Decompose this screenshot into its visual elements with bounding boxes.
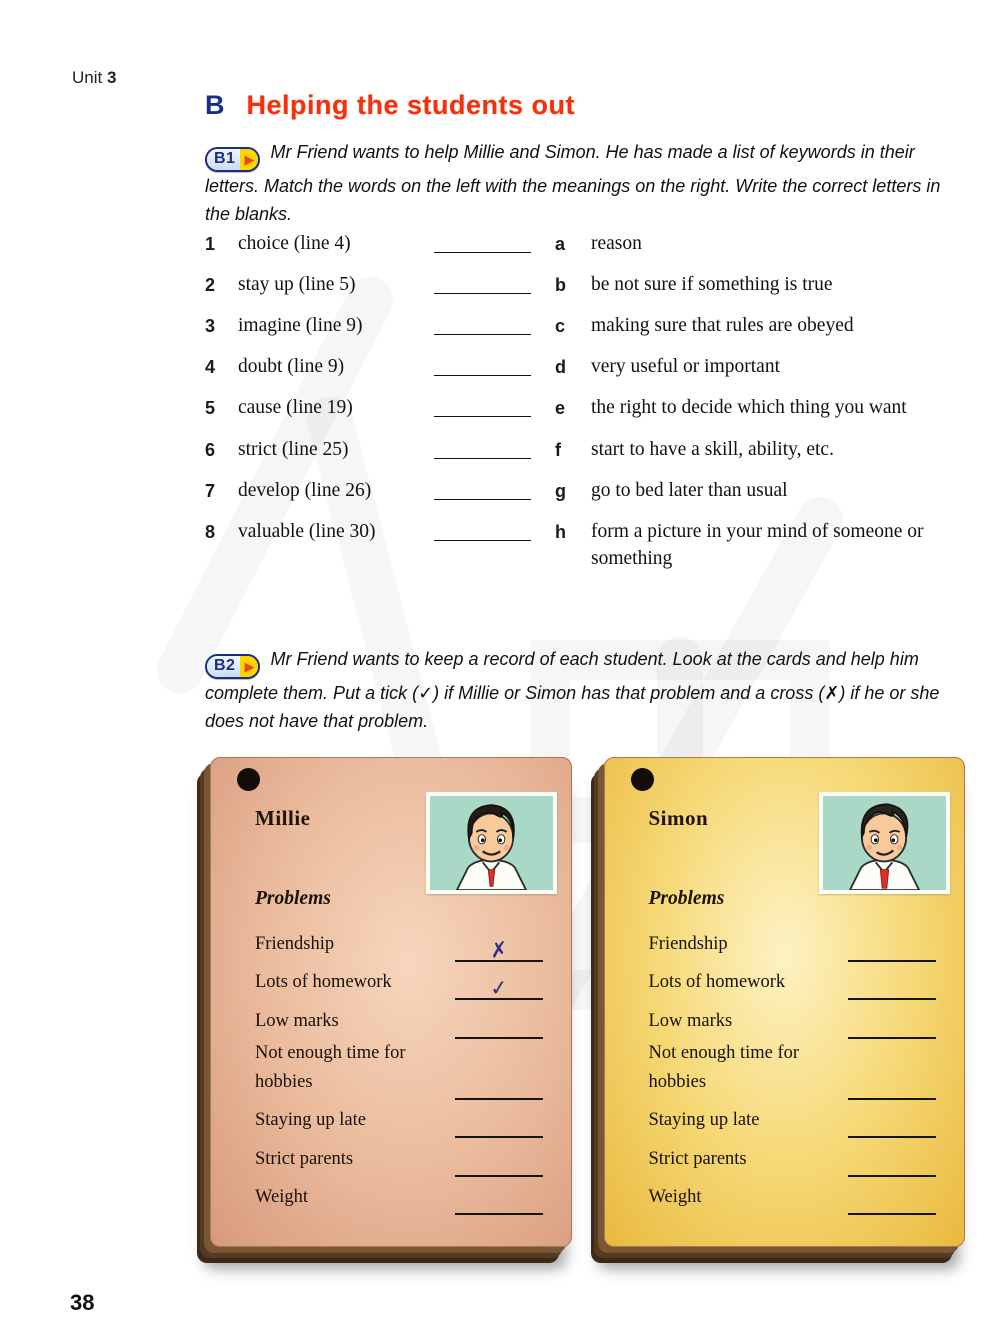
match-word: choice (line 4) <box>238 233 351 254</box>
problem-row <box>255 1039 543 1100</box>
problem-label: Staying up late <box>648 1110 760 1130</box>
b1-badge <box>205 147 260 172</box>
play-arrow-icon: ▶ <box>240 149 258 170</box>
problem-label: Lots of homework <box>255 972 392 992</box>
cross-mark: ✗ <box>488 936 509 963</box>
b2-instructions-block <box>205 645 967 735</box>
problem-row <box>255 962 543 1001</box>
problem-row <box>255 1177 543 1216</box>
match-row-3 <box>205 312 965 340</box>
page-title: Helping the students out <box>246 90 575 120</box>
match-letter: d <box>555 357 566 377</box>
problem-label: Not enough time for hobbies <box>255 1042 406 1092</box>
problem-row <box>649 1138 937 1177</box>
millie-card <box>210 757 572 1247</box>
unit-label <box>72 68 116 88</box>
millie-photo <box>426 792 557 894</box>
match-letter: b <box>555 275 566 295</box>
match-row-4 <box>205 353 965 381</box>
problem-label: Strict parents <box>648 1148 747 1169</box>
problem-row <box>649 1039 937 1100</box>
student-name: Simon <box>648 806 709 830</box>
problem-label: Low marks <box>255 1010 339 1031</box>
b2-instructions-text: Mr Friend wants to keep a record of each student. Look at the cards and help him complete them. Put a tick (✓) if Millie or Simon has that problem and a cross (✗) if he or she does not have that problem. <box>205 649 940 731</box>
page-number: 38 <box>70 1290 95 1315</box>
match-letter: g <box>555 481 566 501</box>
match-meaning: the right to decide which thing you want <box>591 397 907 418</box>
play-arrow-icon: ▶ <box>240 656 258 677</box>
student-portrait-icon <box>823 796 946 890</box>
b1-badge-label: B1 <box>207 149 240 170</box>
match-word: strict (line 25) <box>238 439 349 460</box>
match-number: 4 <box>205 357 216 377</box>
match-row-8 <box>205 518 965 572</box>
answer-blank-7[interactable] <box>434 477 531 500</box>
simon-weight-blank[interactable] <box>848 1189 936 1215</box>
simon-friendship-blank[interactable] <box>848 936 936 962</box>
match-letter: e <box>555 398 566 418</box>
section-letter: B <box>205 90 225 120</box>
match-meaning: be not sure if something is true <box>591 274 833 295</box>
millie-lowmarks-blank[interactable] <box>455 1013 543 1039</box>
match-word: imagine (line 9) <box>238 315 363 336</box>
problem-row <box>255 1100 543 1139</box>
problem-row <box>255 1000 543 1039</box>
problem-label: Lots of homework <box>648 972 786 992</box>
student-cards <box>210 757 965 1247</box>
millie-hobbies-blank[interactable] <box>455 1074 543 1100</box>
match-word: develop (line 26) <box>238 480 372 501</box>
match-meaning: making sure that rules are obeyed <box>591 315 854 336</box>
match-meaning: go to bed later than usual <box>591 480 788 501</box>
simon-strictparents-blank[interactable] <box>848 1151 936 1177</box>
answer-blank-6[interactable] <box>434 436 531 459</box>
hole-punch-icon <box>631 768 654 791</box>
match-row-7 <box>205 477 965 505</box>
match-number: 5 <box>205 398 216 418</box>
tick-mark: ✓ <box>488 975 509 1001</box>
problem-row <box>649 923 937 962</box>
problem-row <box>255 923 543 962</box>
match-number: 3 <box>205 316 216 336</box>
simon-stayinguplate-blank[interactable] <box>848 1112 936 1138</box>
problems-heading: Problems <box>648 888 725 909</box>
problem-row <box>649 962 937 1001</box>
millie-stayinguplate-blank[interactable] <box>455 1112 543 1138</box>
answer-blank-8[interactable] <box>434 518 531 541</box>
match-row-2 <box>205 271 965 299</box>
b2-badge <box>205 654 260 679</box>
simon-homework-blank[interactable] <box>848 974 936 1000</box>
millie-problem-rows <box>255 923 543 1215</box>
match-number: 6 <box>205 440 216 460</box>
problem-label: Friendship <box>255 933 335 954</box>
simon-card <box>604 757 966 1247</box>
match-letter: f <box>555 440 561 460</box>
match-meaning: form a picture in your mind of someone or something <box>591 521 924 569</box>
b1-instructions-block <box>205 138 967 228</box>
answer-blank-5[interactable] <box>434 394 531 417</box>
millie-strictparents-blank[interactable] <box>455 1151 543 1177</box>
match-row-6 <box>205 436 965 464</box>
match-number: 8 <box>205 522 216 542</box>
answer-blank-4[interactable] <box>434 353 531 376</box>
student-name: Millie <box>255 806 311 830</box>
simon-photo <box>819 792 950 894</box>
match-number: 2 <box>205 275 216 295</box>
match-number: 1 <box>205 234 216 254</box>
problem-label: Weight <box>255 1187 308 1207</box>
problem-label: Low marks <box>648 1010 733 1031</box>
match-letter: h <box>555 522 566 542</box>
problem-row <box>649 1000 937 1039</box>
match-meaning: very useful or important <box>591 356 780 377</box>
match-letter: c <box>555 316 566 336</box>
problem-row <box>649 1100 937 1139</box>
problem-label: Staying up late <box>255 1110 366 1130</box>
millie-homework-blank[interactable] <box>455 974 543 1000</box>
millie-weight-blank[interactable] <box>455 1189 543 1215</box>
problem-label: Strict parents <box>255 1148 354 1169</box>
b1-instructions-text: Mr Friend wants to help Millie and Simon. He has made a list of keywords in their letters. Match the words on the left with the meanings on the right. Write the correct letters in the blanks. <box>205 142 941 224</box>
mark <box>455 1210 542 1219</box>
hole-punch-icon <box>237 768 260 791</box>
b2-badge-label: B2 <box>207 656 240 677</box>
match-word: valuable (line 30) <box>238 521 376 542</box>
problem-label: Friendship <box>648 933 728 954</box>
match-meaning: start to have a skill, ability, etc. <box>591 439 834 460</box>
mark <box>848 1210 935 1219</box>
problem-label: Not enough time for hobbies <box>648 1042 800 1092</box>
match-letter: a <box>555 234 566 254</box>
match-row-1 <box>205 230 965 258</box>
match-word: cause (line 19) <box>238 397 353 418</box>
simon-hobbies-blank[interactable] <box>848 1074 936 1100</box>
match-word: stay up (line 5) <box>238 274 356 295</box>
answer-blank-2[interactable] <box>434 271 531 294</box>
match-row-5 <box>205 394 965 422</box>
unit-number: 3 <box>106 68 117 87</box>
unit-word: Unit <box>72 68 103 87</box>
section-header <box>205 90 575 121</box>
student-portrait-icon <box>430 796 553 890</box>
simon-problem-rows <box>649 923 937 1215</box>
answer-blank-3[interactable] <box>434 312 531 335</box>
problem-label: Weight <box>648 1187 702 1207</box>
problems-heading: Problems <box>255 888 331 909</box>
match-number: 7 <box>205 481 216 501</box>
simon-lowmarks-blank[interactable] <box>848 1013 936 1039</box>
millie-friendship-blank[interactable] <box>455 936 543 962</box>
answer-blank-1[interactable] <box>434 230 531 253</box>
problem-row <box>255 1138 543 1177</box>
match-word: doubt (line 9) <box>238 356 345 377</box>
matching-exercise <box>205 230 965 585</box>
match-meaning: reason <box>591 233 642 254</box>
problem-row <box>649 1177 937 1216</box>
